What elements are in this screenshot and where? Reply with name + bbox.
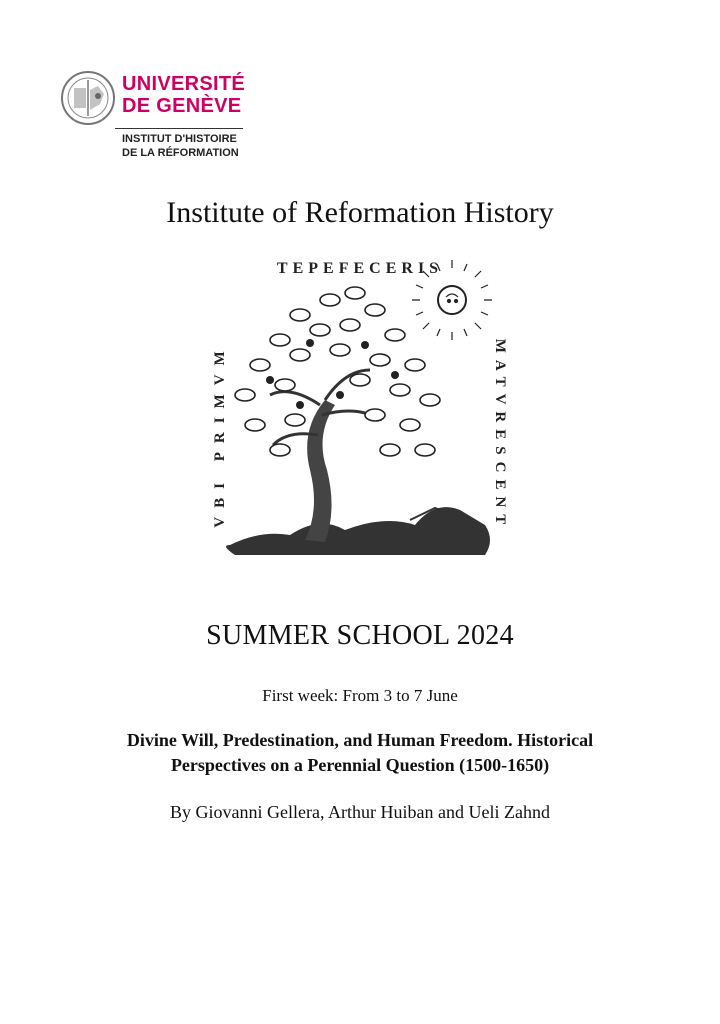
tree-trunk [305, 400, 335, 542]
university-seal-icon [60, 70, 116, 126]
sun-icon [412, 260, 492, 340]
institute-name-line1: INSTITUT D'HISTOIRE [122, 133, 237, 145]
university-name-line1: UNIVERSITÉ [122, 73, 246, 95]
course-title [0, 728, 720, 778]
university-name [122, 73, 245, 117]
motto-left: VBI PRIMVM [212, 342, 228, 528]
authors: By Giovanni Gellera, Arthur Huiban and Ueli Zahnd [170, 802, 550, 822]
institute-name-line2: DE LA RÉFORMATION [122, 147, 239, 159]
week-dates: First week: From 3 to 7 June [262, 686, 458, 705]
course-title-line2: Perspectives on a Perennial Question (1500-1650) [170, 755, 550, 775]
summer-school-title: SUMMER SCHOOL 2024 [206, 620, 514, 651]
university-logo [60, 70, 260, 165]
page-title: Institute of Reformation History [166, 196, 554, 229]
university-name-line2: DE GENÈVE [122, 95, 242, 117]
tree-and-sun-emblem-icon [200, 255, 520, 585]
institute-name [122, 132, 239, 160]
motto-right: MATVRESCENT [492, 338, 508, 532]
motto-top: TEPEFECERIS [276, 260, 444, 277]
tree-leaves [235, 287, 440, 456]
logo-divider [115, 128, 243, 129]
course-title-line1: Divine Will, Predestination, and Human Freedom. Historical [126, 730, 594, 750]
